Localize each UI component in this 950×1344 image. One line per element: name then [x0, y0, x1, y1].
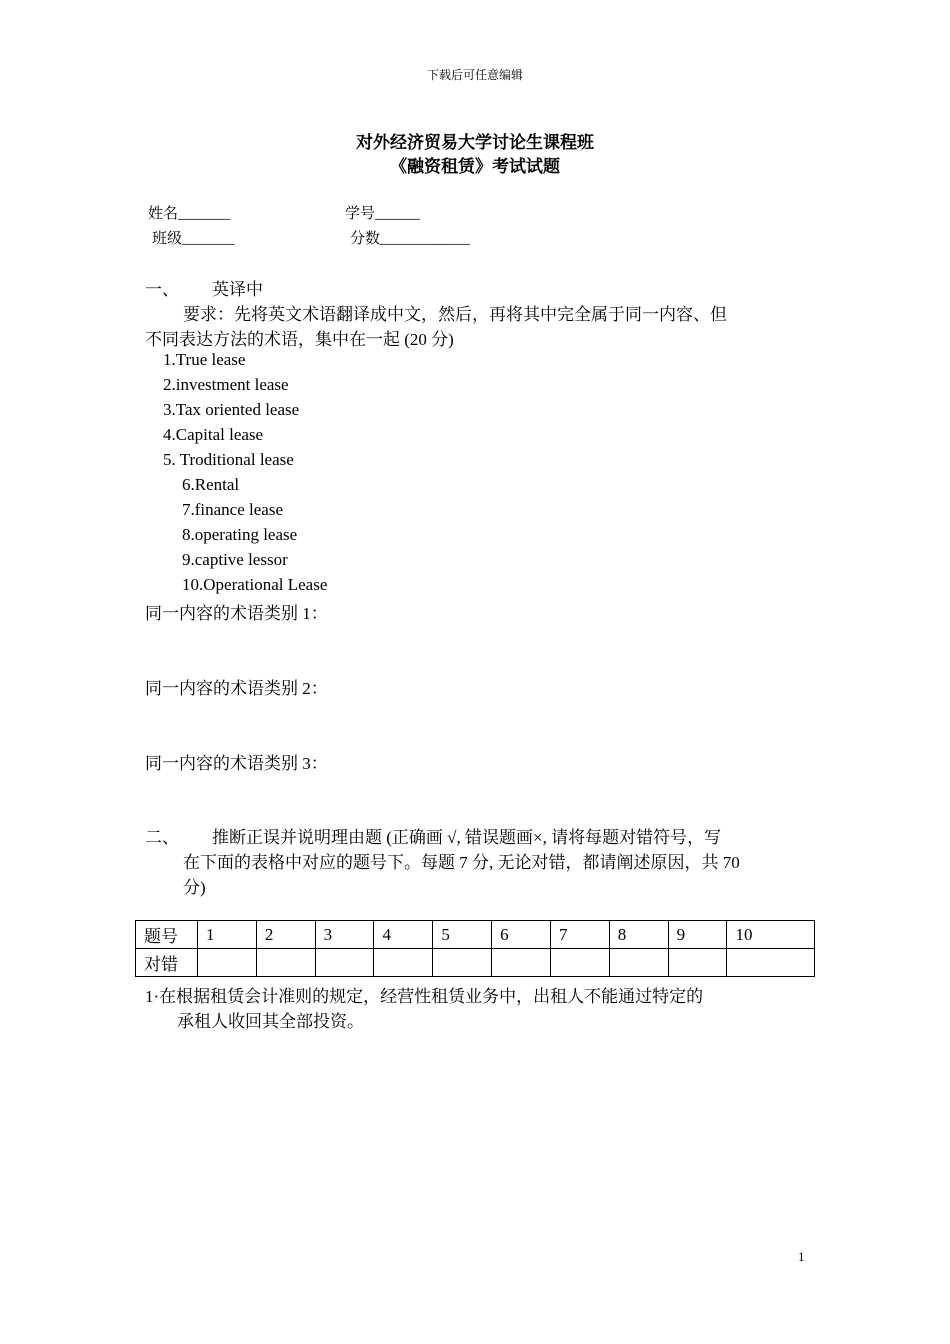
term-item: 5. Troditional lease: [163, 450, 294, 469]
score-field: 分数____________: [350, 231, 471, 247]
answer-cell[interactable]: [374, 949, 433, 977]
question-number-cell: 6: [492, 921, 551, 949]
term-category-1: 同一内容的术语类别 1：: [145, 604, 328, 623]
term-item: 4.Capital lease: [163, 425, 264, 444]
section1-title: 英译中: [212, 280, 263, 299]
term-item: 1.True lease: [163, 350, 246, 369]
answer-cell[interactable]: [668, 949, 727, 977]
question-number-cell: 8: [609, 921, 668, 949]
section1-requirement-line1: 要求：先将英文术语翻译成中文，然后，再将其中完全属于同一内容、但: [183, 305, 727, 324]
name-field: 姓名_______: [148, 206, 231, 222]
answer-cell[interactable]: [433, 949, 492, 977]
student-id-field: 学号______: [345, 206, 421, 222]
title-line-1: 对外经济贸易大学讨论生课程班: [356, 133, 594, 152]
answer-cell[interactable]: [727, 949, 815, 977]
question-number-cell: 10: [727, 921, 815, 949]
table-row: [136, 921, 815, 949]
term-item: 9.captive lessor: [182, 550, 288, 569]
question-number-cell: 4: [374, 921, 433, 949]
term-category-2: 同一内容的术语类别 2：: [145, 679, 328, 698]
section2-instruction-line1: 推断正误并说明理由题 (正确画 √, 错误题画×, 请将每题对错符号，写: [212, 828, 722, 847]
row-label-number: 题号: [136, 921, 198, 949]
question-number-cell: 1: [198, 921, 257, 949]
title-line-2: 《融资租赁》考试试题: [390, 157, 560, 176]
row-label-answer: 对错: [136, 949, 198, 977]
answer-cell[interactable]: [198, 949, 257, 977]
question-number-cell: 5: [433, 921, 492, 949]
term-category-3: 同一内容的术语类别 3：: [145, 754, 328, 773]
question1-line1: 1·在根据租赁会计准则的规定，经营性租赁业务中，出租人不能通过特定的: [145, 987, 704, 1006]
section1-requirement-line2: 不同表达方法的术语，集中在一起 (20 分): [145, 330, 454, 349]
class-field: 班级_______: [152, 231, 235, 247]
page-number: 1: [798, 1249, 805, 1264]
answer-cell[interactable]: [550, 949, 609, 977]
answer-cell[interactable]: [256, 949, 315, 977]
answer-cell[interactable]: [315, 949, 374, 977]
term-item: 2.investment lease: [163, 375, 289, 394]
answer-cell[interactable]: [609, 949, 668, 977]
section2-instruction-line2: 在下面的表格中对应的题号下。每题 7 分, 无论对错，都请阐述原因，共 70: [183, 853, 740, 872]
section2-number: 二、: [145, 828, 179, 847]
question-number-cell: 2: [256, 921, 315, 949]
term-item: 10.Operational Lease: [182, 575, 328, 594]
section2-instruction-line3: 分): [183, 878, 206, 897]
section1-number: 一、: [145, 280, 179, 299]
question-number-cell: 7: [550, 921, 609, 949]
question1-line2: 承租人收回其全部投资。: [177, 1012, 364, 1031]
term-item: 8.operating lease: [182, 525, 298, 544]
answer-cell[interactable]: [492, 949, 551, 977]
header-note: 下载后可任意编辑: [426, 68, 523, 82]
table-row: [136, 949, 815, 977]
term-item: 6.Rental: [182, 475, 240, 494]
term-item: 7.finance lease: [182, 500, 283, 519]
answer-table: [135, 920, 815, 977]
term-item: 3.Tax oriented lease: [163, 400, 300, 419]
question-number-cell: 3: [315, 921, 374, 949]
question-number-cell: 9: [668, 921, 727, 949]
